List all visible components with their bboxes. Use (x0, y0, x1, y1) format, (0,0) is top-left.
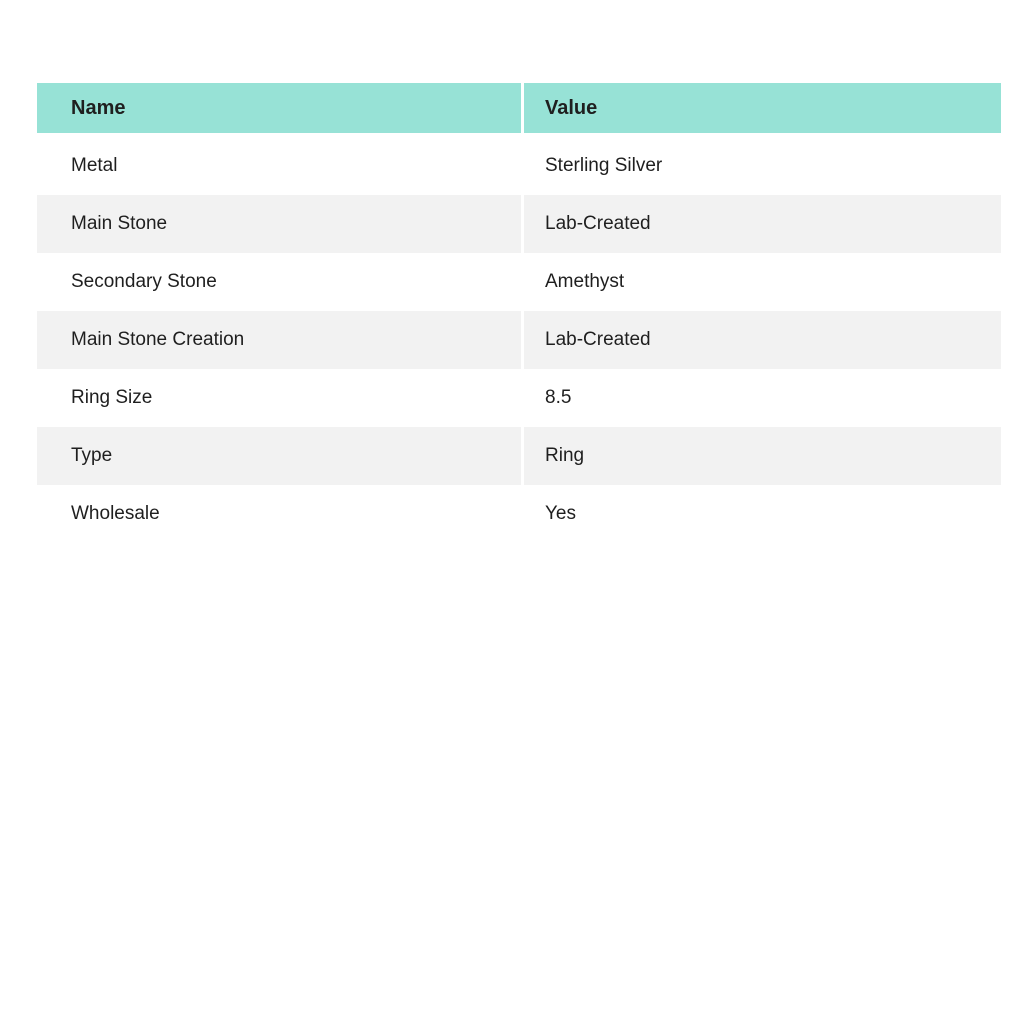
table-row (37, 137, 1001, 195)
row-value-cell: Yes (545, 503, 576, 524)
row-value-cell: Sterling Silver (545, 155, 663, 176)
table-row (37, 369, 1001, 427)
item-specifics-table (37, 83, 1001, 543)
row-value-cell: 8.5 (545, 387, 572, 408)
table-header-row (37, 83, 1001, 133)
row-value-cell: Lab-Created (524, 311, 1001, 369)
row-value-cell: Lab-Created (524, 195, 1001, 253)
row-name-cell: Main Stone (37, 195, 521, 253)
row-name-cell: Metal (71, 155, 118, 176)
column-header-name: Name (37, 83, 521, 133)
row-name-cell: Main Stone Creation (37, 311, 521, 369)
table-row (37, 195, 1001, 253)
row-name-cell: Wholesale (71, 503, 160, 524)
table-row (37, 485, 1001, 543)
table-row (37, 427, 1001, 485)
row-name-cell: Type (37, 427, 521, 485)
table-row (37, 253, 1001, 311)
row-name-cell: Ring Size (71, 387, 153, 408)
column-header-value: Value (524, 83, 1001, 133)
row-value-cell: Amethyst (545, 271, 625, 292)
row-name-cell: Secondary Stone (71, 271, 217, 292)
table-row (37, 311, 1001, 369)
row-value-cell: Ring (524, 427, 1001, 485)
